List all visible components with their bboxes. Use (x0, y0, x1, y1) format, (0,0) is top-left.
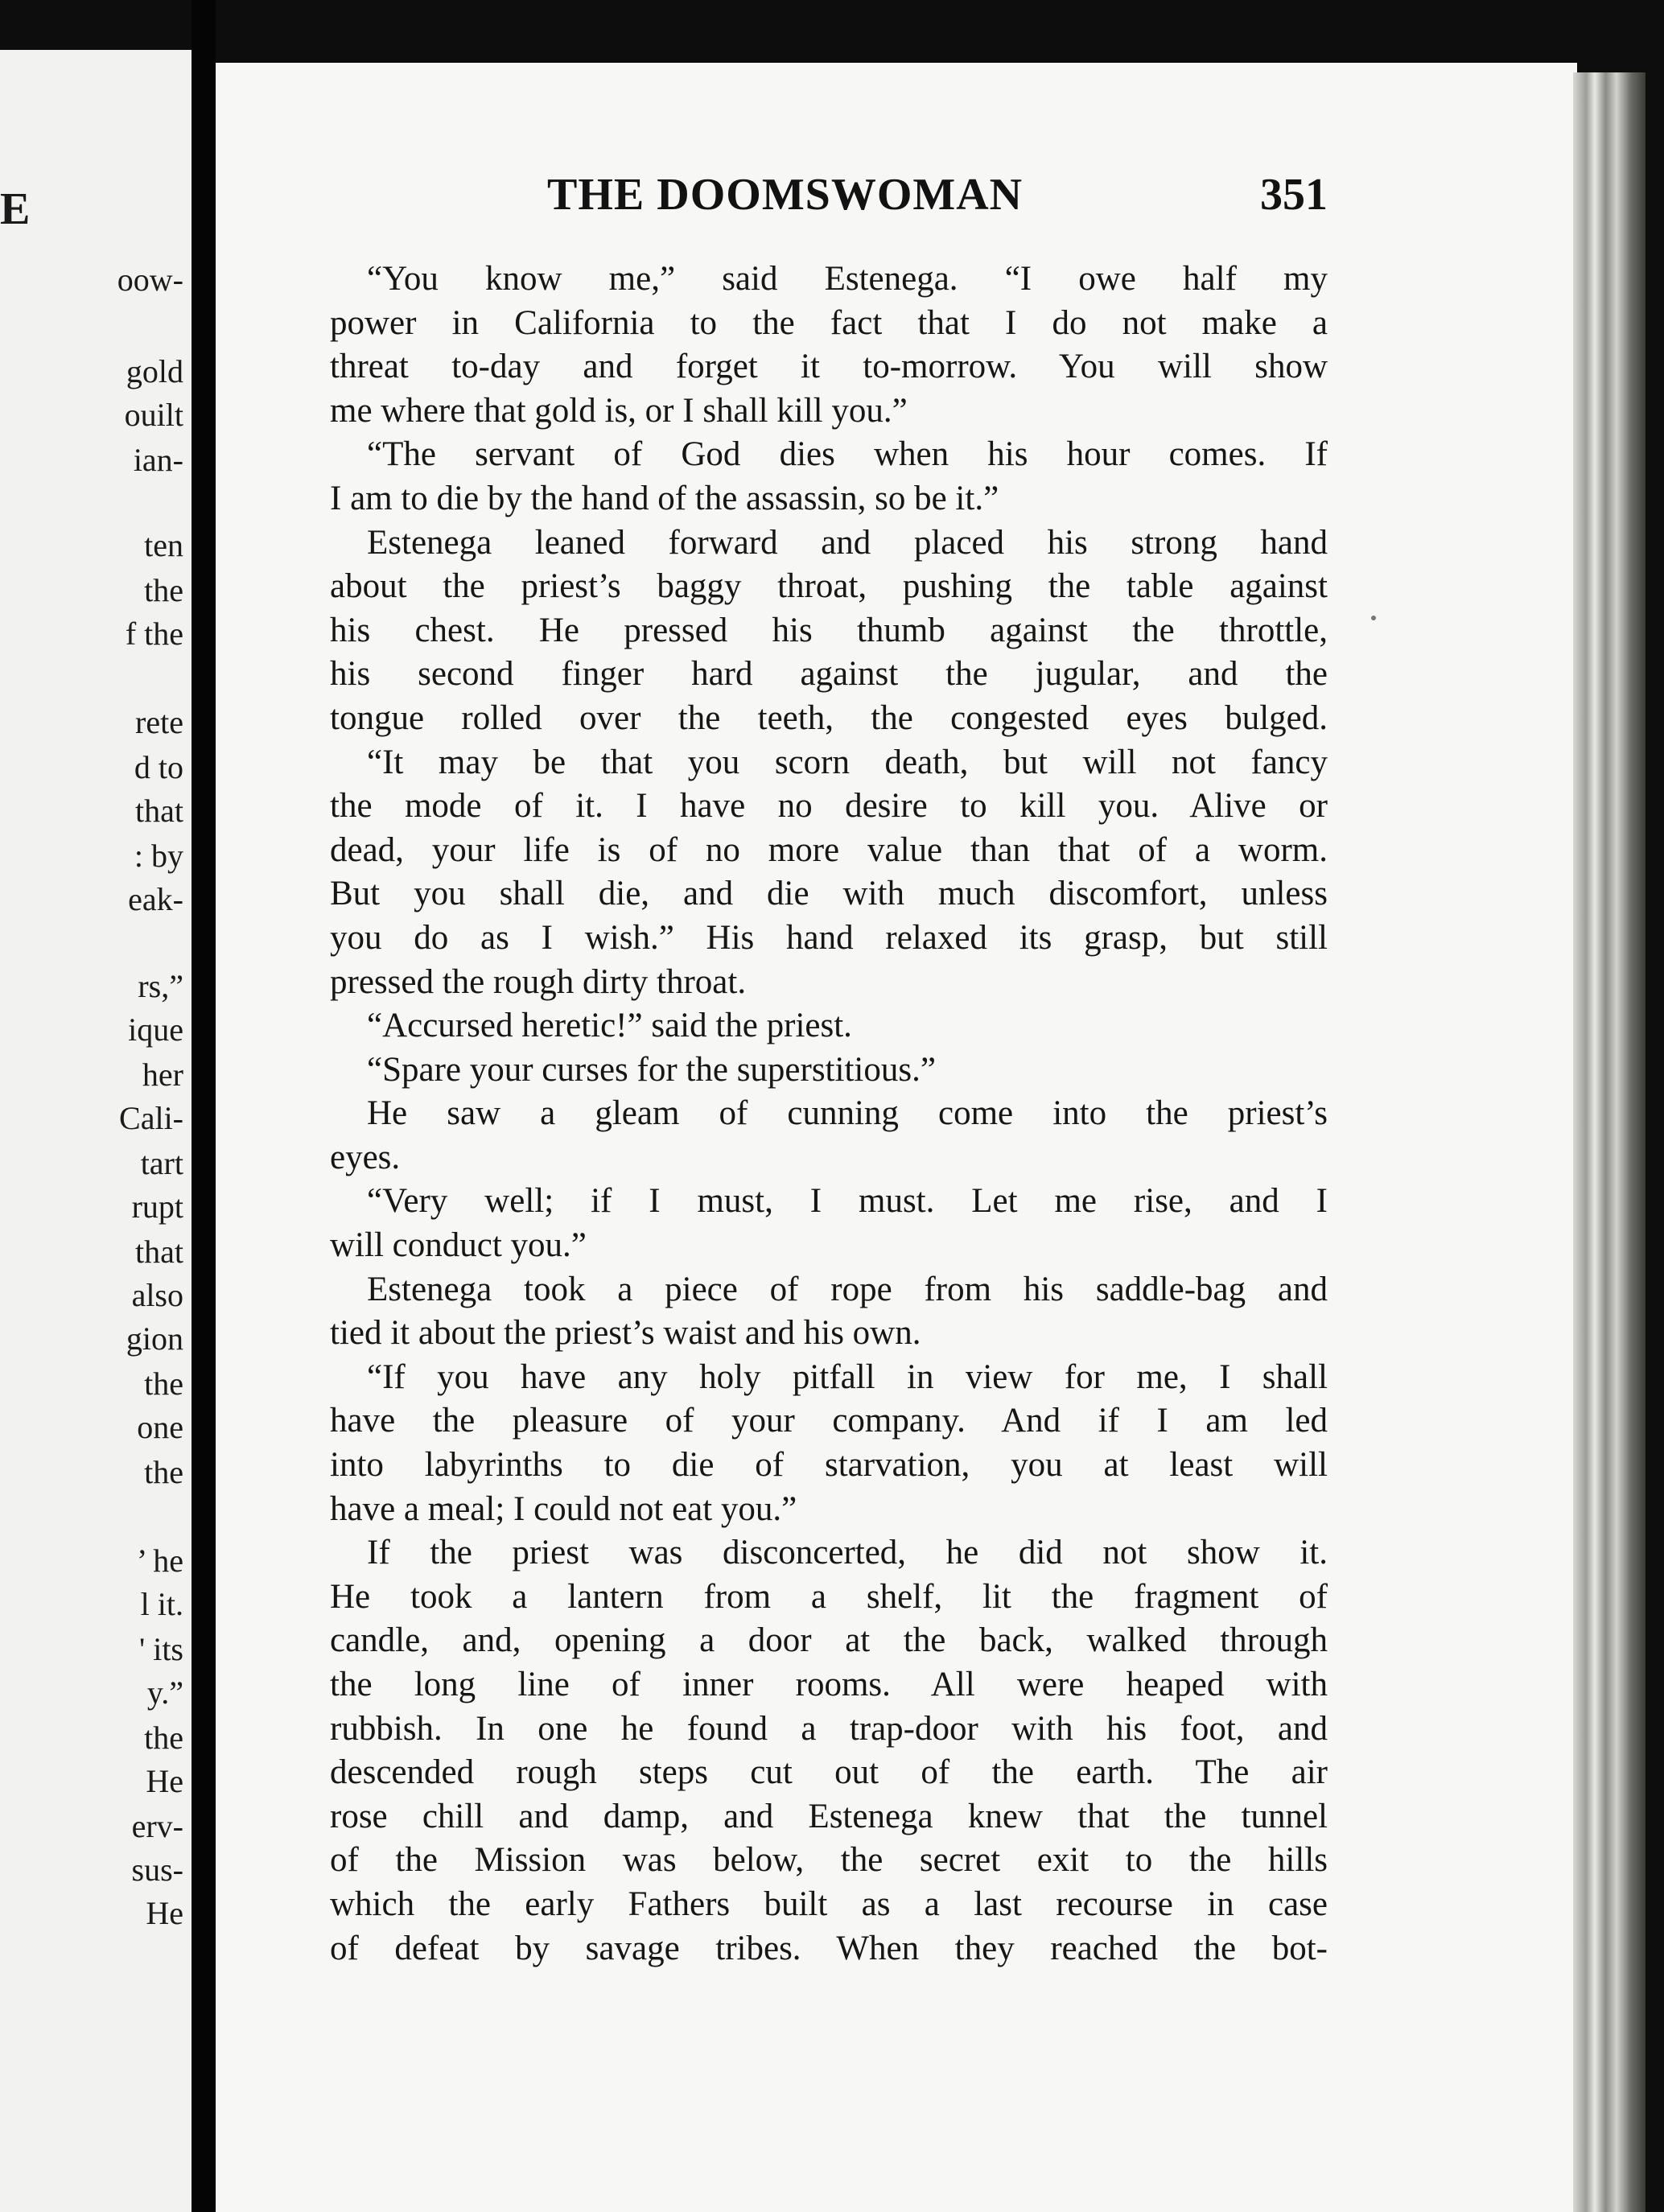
text-line: his second finger hard against the jugular, and the (330, 655, 1328, 694)
text-line: the long line of inner rooms. All were heaped with (330, 1666, 1328, 1703)
text-line: Estenega leaned forward and placed his strong hand (367, 523, 1328, 562)
facing-page-fragment: ’ he (136, 1543, 183, 1579)
text-line: of defeat by savage tribes. When they reached the bot- (330, 1929, 1328, 1967)
text-line: his chest. He pressed his thumb against the throttle, (330, 611, 1328, 649)
facing-page-fragment: one (137, 1409, 183, 1445)
facing-page-fragment: rupt (131, 1188, 183, 1225)
text-line: “If you have any holy pitfall in view for me, I shall (367, 1357, 1328, 1396)
facing-page-fragment: ten (144, 527, 183, 563)
facing-page-fragment: the (144, 1720, 183, 1756)
facing-page (0, 50, 192, 2212)
facing-page-fragment: rete (135, 704, 183, 740)
page-number: 351 (1260, 170, 1328, 220)
text-line: have the pleasure of your company. And if I am led (330, 1402, 1328, 1440)
text-line: power in California to the fact that I do not make a (330, 303, 1328, 342)
facing-page-fragment: erv- (131, 1808, 183, 1844)
facing-page-fragment: d to (134, 749, 183, 785)
text-line: into labyrinths to die of starvation, you at least will (330, 1446, 1328, 1485)
facing-page-fragment: f the (125, 616, 183, 652)
dust-speck (1371, 616, 1376, 620)
facing-page-fragment: rs,” (138, 968, 183, 1004)
text-line: rose chill and damp, and Estenega knew that the tunnel (330, 1797, 1328, 1835)
facing-page-fragment: ique (128, 1011, 183, 1048)
text-line: candle, and, opening a door at the back, walked through (330, 1621, 1328, 1660)
facing-page-fragment: also (131, 1277, 183, 1313)
facing-page-fragment: l it. (140, 1586, 183, 1622)
facing-page-fragment: tart (140, 1145, 183, 1181)
facing-page-fragment: He (146, 1895, 183, 1931)
facing-page-fragment: oow- (117, 262, 183, 298)
text-line: rubbish. In one he found a trap-door with his foot, and (330, 1709, 1328, 1748)
text-line: He took a lantern from a shelf, lit the fragment of (330, 1577, 1328, 1616)
facing-page-fragment: : by (134, 838, 183, 874)
facing-page-fragment: her (142, 1057, 183, 1093)
text-line: “Very well; if I must, I must. Let me rise, and I (367, 1182, 1328, 1221)
text-line: “It may be that you scorn death, but will not fancy (367, 743, 1328, 781)
facing-page-fragment: gold (126, 353, 183, 389)
text-line: have a meal; I could not eat you.” (330, 1489, 797, 1528)
text-line: will conduct you.” (330, 1226, 587, 1265)
facing-page-fragment: gion (126, 1320, 183, 1357)
text-line: threat to-day and forget it to-morrow. You will show (330, 348, 1328, 386)
facing-page-fragment: eak- (128, 881, 183, 917)
facing-page-fragment: the (144, 572, 183, 608)
running-head (330, 169, 1328, 225)
text-line: “The servant of God dies when his hour comes. If (367, 435, 1328, 474)
text-line: “Accursed heretic!” said the priest. (367, 1007, 852, 1045)
body-text (330, 257, 1328, 1971)
facing-page-fragment: the (144, 1454, 183, 1490)
running-head-title: THE DOOMSWOMAN (547, 170, 1024, 220)
facing-page-fragment: sus- (131, 1852, 183, 1888)
facing-page-fragment: Cali- (119, 1100, 183, 1136)
text-line: tongue rolled over the teeth, the congested eyes bulged. (330, 698, 1328, 737)
text-line: “Spare your curses for the superstitious.” (367, 1050, 936, 1089)
text-line: “You know me,” said Estenega. “I owe half my (367, 260, 1328, 298)
text-line: which the early Fathers built as a last recourse in case (330, 1885, 1328, 1923)
facing-page-fragment: ' its (139, 1631, 183, 1667)
text-line: dead, your life is of no more value than that of a worm. (330, 830, 1328, 869)
text-line: descended rough steps cut out of the earth. The air (330, 1753, 1328, 1792)
text-line: Estenega took a piece of rope from his saddle-bag and (367, 1270, 1328, 1308)
text-line: eyes. (330, 1138, 401, 1176)
facing-page-fragment: the (144, 1366, 183, 1402)
facing-page-fragment: ouilt (124, 397, 183, 433)
facing-page-fragment: that (135, 793, 183, 829)
text-line: He saw a gleam of cunning come into the priest’s (367, 1094, 1328, 1133)
text-line: you do as I wish.” His hand relaxed its grasp, but still (330, 918, 1328, 957)
book-gutter (192, 0, 216, 2212)
text-line: the mode of it. I have no desire to kill you. Alive or (330, 787, 1328, 826)
text-line: If the priest was disconcerted, he did not show it. (367, 1534, 1328, 1572)
facing-page-fragment: E (0, 184, 31, 234)
page-edges (1573, 72, 1645, 2212)
text-line: of the Mission was below, the secret exit to the hills (330, 1841, 1328, 1880)
text-line: about the priest’s baggy throat, pushing the table against (330, 567, 1328, 606)
text-line: tied it about the priest’s waist and his own. (330, 1314, 921, 1353)
text-line: I am to die by the hand of the assassin, so be it.” (330, 479, 999, 517)
facing-page-fragment: that (135, 1234, 183, 1270)
facing-page-fragment: y.” (146, 1674, 183, 1711)
text-line: me where that gold is, or I shall kill you.” (330, 391, 908, 430)
facing-page-fragment: ian- (133, 442, 183, 478)
facing-page-fragment: He (146, 1763, 183, 1799)
text-line: But you shall die, and die with much discomfort, unless (330, 875, 1328, 913)
text-line: pressed the rough dirty throat. (330, 962, 747, 1001)
